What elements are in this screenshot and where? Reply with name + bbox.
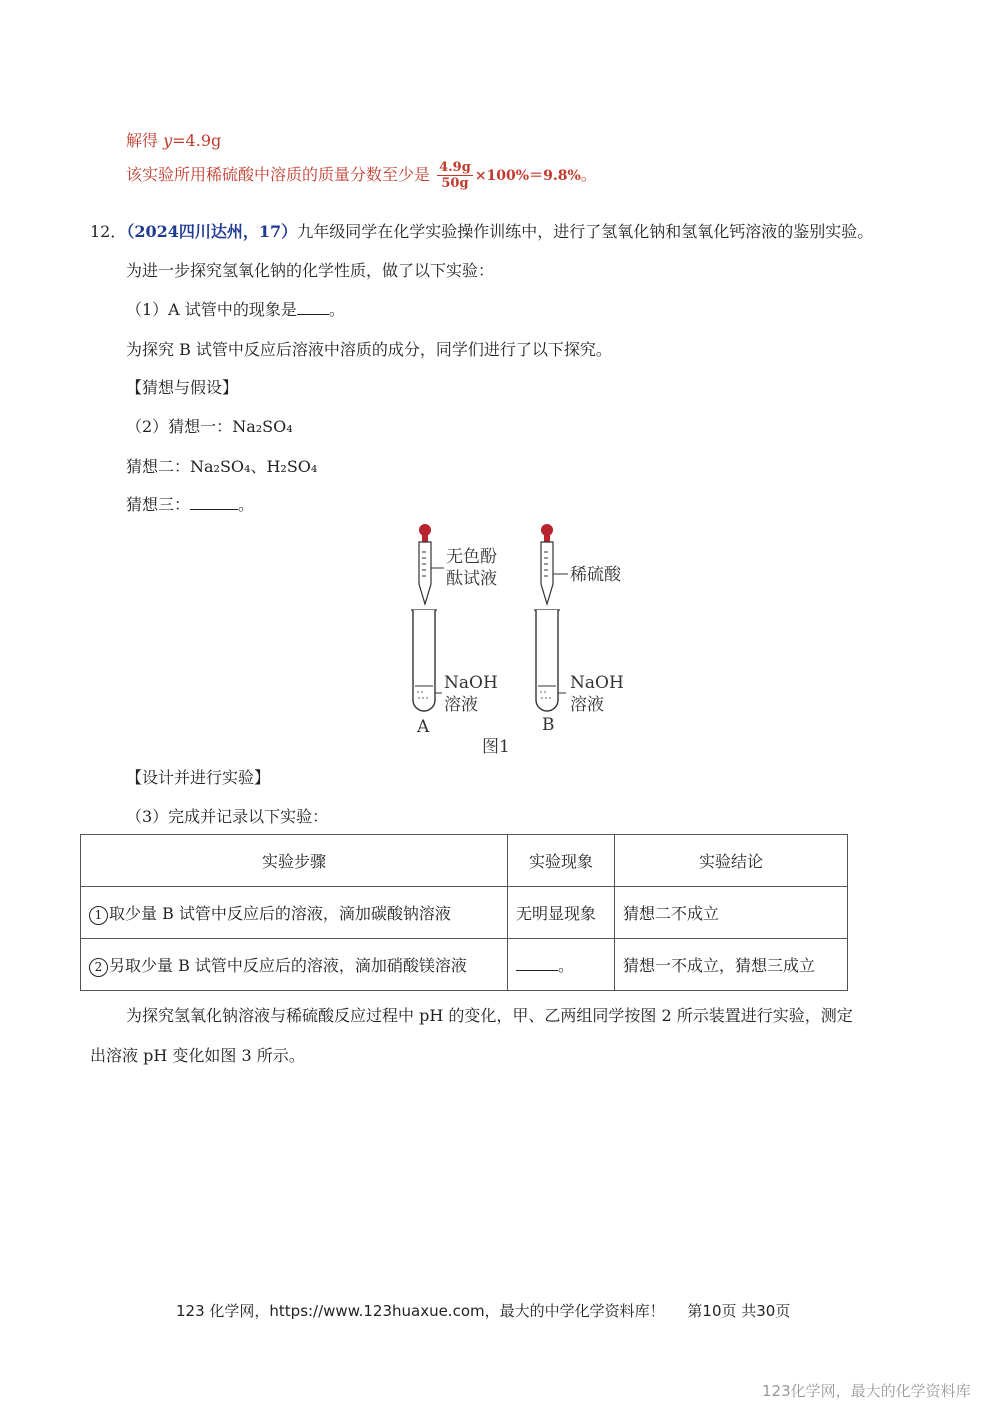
guess-label: 猜想二：	[126, 457, 191, 476]
table-row	[81, 939, 848, 991]
phenomenon-cell	[508, 939, 615, 991]
figure-1	[390, 518, 650, 758]
question-1-text: （1）A 试管中的现象是	[126, 300, 297, 319]
table-row	[81, 887, 848, 939]
tube-body	[536, 610, 558, 711]
tube-body	[413, 610, 435, 711]
footer-text: 123 化学网，https://www.123huaxue.com，最大的中学化学资料库！	[176, 1302, 665, 1320]
solution-label-a-line2: 溶液	[444, 695, 478, 715]
tube-label-a: A	[417, 717, 430, 737]
dropper-tube	[419, 542, 431, 604]
step-number: 2	[89, 958, 108, 977]
dropper-neck	[422, 534, 428, 542]
guess-3	[126, 492, 254, 515]
solution-text: 该实验所用稀硫酸中溶质的质量分数至少是	[126, 165, 431, 184]
reagent-label-b: 稀硫酸	[570, 565, 621, 585]
fraction-denominator: 50g	[441, 176, 469, 191]
guess-end: 。	[238, 495, 255, 514]
guess-formula: Na₂SO₄	[232, 417, 293, 436]
header-phenomenon: 实验现象	[508, 835, 615, 887]
step-text: 另取少量 B 试管中反应后的溶液，滴加硝酸镁溶液	[109, 955, 467, 975]
experiment-table	[80, 834, 848, 991]
question-intro: 九年级同学在化学实验操作训练中，进行了氢氧化钠和氢氧化钙溶液的鉴别实验。	[297, 222, 874, 241]
question-line: 为探究 B 试管中反应后溶液中溶质的成分，同学们进行了以下探究。	[126, 340, 612, 359]
guess-2	[126, 454, 317, 477]
paragraph-line-1: 为探究氢氧化钠溶液与稀硫酸反应过程中 pH 的变化，甲、乙两组同学按图 2 所示装置进行实验，测定	[126, 1006, 853, 1025]
step-cell	[81, 939, 508, 991]
dropper-b	[541, 524, 568, 604]
dropper-tube	[541, 542, 553, 604]
header-conclusion: 实验结论	[615, 835, 848, 887]
test-tube-a	[411, 610, 442, 711]
solution-end: 。	[580, 165, 597, 184]
variable-y: y	[163, 131, 173, 150]
question-number: 12．	[90, 222, 127, 241]
question-source: （2024四川达州，17）	[126, 222, 298, 241]
conclusion-cell: 猜想二不成立	[615, 887, 848, 939]
question-1	[126, 297, 345, 320]
guess-label: 猜想三：	[126, 495, 191, 514]
table-header-row	[81, 835, 848, 887]
answer-blank	[516, 956, 558, 971]
page-number: 第10页 共30页	[687, 1302, 791, 1320]
step-text: 取少量 B 试管中反应后的溶液，滴加碳酸钠溶液	[109, 903, 451, 923]
phenomenon-end: 。	[558, 956, 575, 975]
fraction-numerator: 4.9g	[439, 160, 471, 175]
step-cell	[81, 887, 508, 939]
test-tube-b	[534, 610, 566, 711]
question-1-end: 。	[328, 300, 345, 319]
section-heading: 【设计并进行实验】	[126, 768, 271, 787]
solution-text: 解得	[126, 131, 164, 150]
solution-line-2	[126, 160, 597, 191]
header-step: 实验步骤	[81, 835, 508, 887]
dropper-neck	[544, 534, 550, 542]
conclusion-cell: 猜想一不成立，猜想三成立	[615, 939, 848, 991]
solution-label-b-line1: NaOH	[570, 673, 624, 693]
question-header	[90, 219, 873, 242]
section-heading: 【猜想与假设】	[126, 378, 239, 397]
reagent-label-a-line2: 酞试液	[446, 569, 497, 589]
dropper-a	[419, 524, 444, 604]
watermark: 123化学网，最大的化学资料库	[762, 1382, 971, 1400]
solution-result: ×100%＝9.8%	[474, 168, 581, 184]
tube-label-b: B	[542, 715, 555, 735]
solution-value: =4.9g	[172, 131, 222, 150]
solution-line-1	[126, 128, 221, 151]
solution-label-b-line2: 溶液	[570, 695, 604, 715]
reagent-label-a-line1: 无色酚	[446, 547, 497, 567]
page-footer	[176, 1300, 790, 1321]
phenomenon-cell: 无明显现象	[508, 887, 615, 939]
step-number: 1	[89, 906, 108, 925]
fraction	[437, 160, 473, 191]
answer-blank	[190, 495, 238, 510]
guess-1	[126, 414, 293, 437]
paragraph-line-2: 出溶液 pH 变化如图 3 所示。	[90, 1046, 305, 1065]
solution-label-a-line1: NaOH	[444, 673, 498, 693]
question-3: （3）完成并记录以下实验：	[126, 807, 329, 826]
question-line: 为进一步探究氢氧化钠的化学性质，做了以下实验：	[126, 261, 495, 280]
answer-blank	[297, 300, 329, 315]
figure-caption: 图1	[482, 737, 510, 757]
guess-formula: Na₂SO₄、H₂SO₄	[190, 457, 318, 476]
guess-label: （2）猜想一：	[126, 417, 233, 436]
